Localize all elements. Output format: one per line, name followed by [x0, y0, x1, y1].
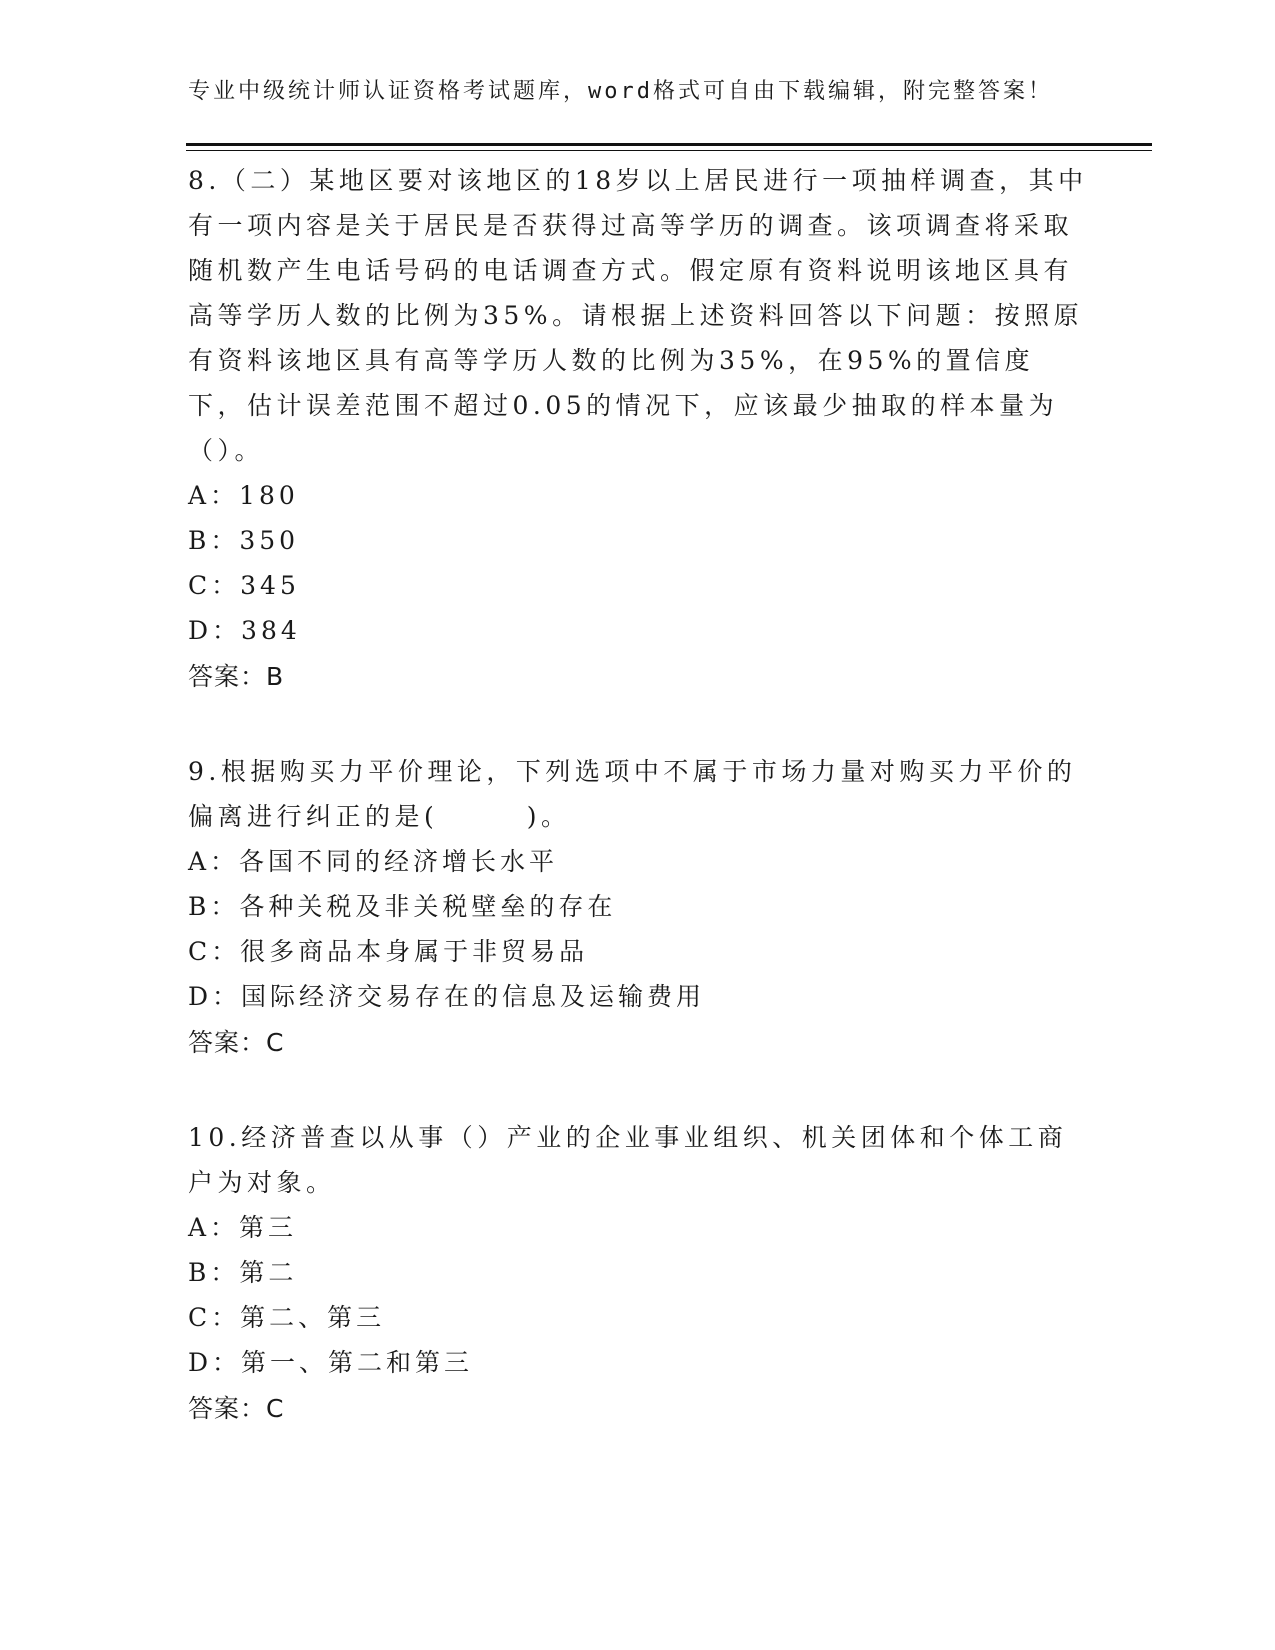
answer-line: 答案：B: [188, 662, 285, 691]
option-a: A：第三: [188, 1213, 298, 1242]
answer-line: 答案：C: [188, 1028, 285, 1057]
question-spacer: [188, 1067, 1088, 1115]
option-d: D：第一、第二和第三: [188, 1348, 474, 1377]
question-8: [188, 158, 1088, 701]
header-rule-thin: [186, 150, 1152, 151]
option-d: D：国际经济交易存在的信息及运输费用: [188, 982, 706, 1011]
option-b: B：各种关税及非关税壁垒的存在: [188, 892, 617, 921]
option-c: C：很多商品本身属于非贸易品: [188, 937, 589, 966]
option-a: A：180: [188, 481, 299, 510]
option-a: A：各国不同的经济增长水平: [188, 847, 559, 876]
option-c: C：第二、第三: [188, 1303, 386, 1332]
question-list: [188, 158, 1088, 1433]
header-rule-thick: [186, 143, 1152, 146]
question-stem: 8.（二）某地区要对该地区的18岁以上居民进行一项抽样调查，其中有一项内容是关于居民是否获得过高等学历的调查。该项调查将采取随机数产生电话号码的电话调查方式。假定原有资料说明该地区具有高等学历人数的比例为35%。请根据上述资料回答以下问题：按照原有资料该地区具有高等学历人数的比例为35%，在95%的置信度下，估计误差范围不超过0.05的情况下，应该最少抽取的样本量为（）。: [188, 166, 1088, 465]
page-header: 专业中级统计师认证资格考试题库，word格式可自由下载编辑，附完整答案！: [188, 79, 1053, 104]
question-10: [188, 1115, 1088, 1433]
question-spacer: [188, 701, 1088, 749]
question-stem: 10.经济普查以从事（）产业的企业事业组织、机关团体和个体工商户为对象。: [188, 1123, 1068, 1197]
option-c: C：345: [188, 571, 300, 600]
option-b: B：第二: [188, 1258, 298, 1287]
question-stem: 9.根据购买力平价理论，下列选项中不属于市场力量对购买力平价的偏离进行纠正的是( )。: [188, 757, 1077, 831]
answer-line: 答案：C: [188, 1394, 285, 1423]
option-d: D：384: [188, 616, 301, 645]
question-9: [188, 749, 1088, 1067]
option-b: B：350: [188, 526, 300, 555]
